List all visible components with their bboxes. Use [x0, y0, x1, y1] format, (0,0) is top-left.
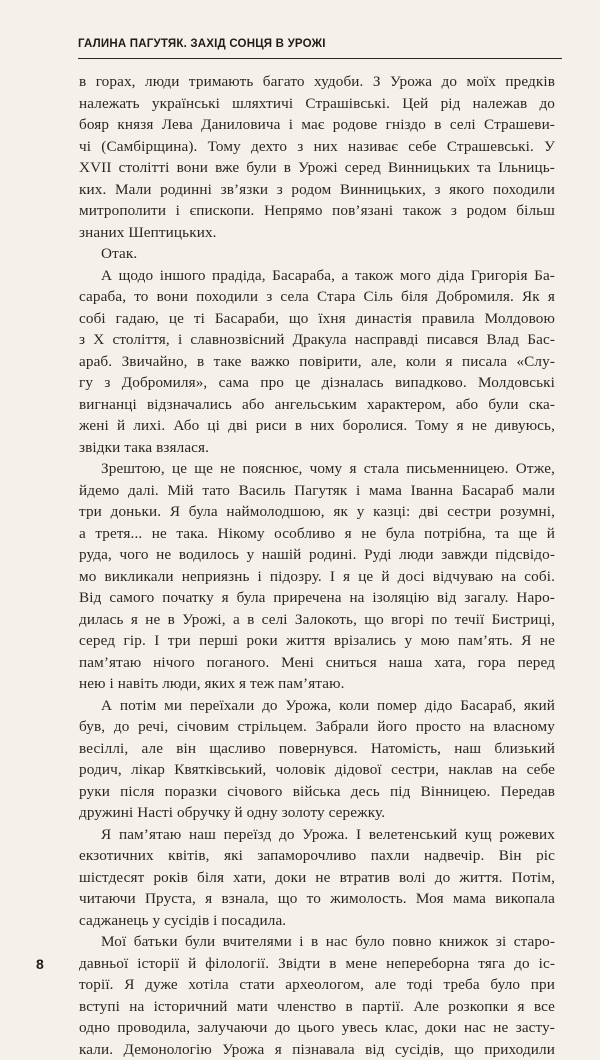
text-line: бояр князя Лева Даниловича і має родове гніздо в селі Страшеви-	[79, 114, 555, 136]
text-line: жені й лихі. Або ці дві риси в них боролися. Тому я не дивуюсь,	[79, 415, 555, 437]
text-line: Отак.	[79, 243, 555, 265]
body-text	[79, 71, 555, 1060]
text-line: читаючи Пруста, я взнала, що то жимолость. Моя мама викопала	[79, 888, 555, 910]
paragraph	[79, 71, 555, 243]
text-line: Зрештою, це ще не пояснює, чому я стала письменницею. Отже,	[79, 458, 555, 480]
text-line: Від самого початку я була приречена на ізоляцію від загалу. Наро-	[79, 587, 555, 609]
text-line: знаних Шептицьких.	[79, 222, 555, 244]
text-line: А щодо іншого прадіда, Басараба, а також мого діда Григорія Ба-	[79, 265, 555, 287]
text-line: нею і навіть люди, яких я теж пам’ятаю.	[79, 673, 555, 695]
header-rule	[78, 58, 562, 59]
text-line: Мої батьки були вчителями і в нас було повно книжок зі старо-	[79, 931, 555, 953]
paragraph	[79, 695, 555, 824]
paragraph	[79, 824, 555, 932]
text-line: кали. Демонологію Урожа я пізнавала від сусідів, що приходили	[79, 1039, 555, 1060]
text-line: дилась я не в Урожі, а в селі Залокоть, що вгорі по течії Бистриці,	[79, 609, 555, 631]
text-line: руки після поразки січового війська десь під Вінницею. Передав	[79, 781, 555, 803]
paragraph	[79, 458, 555, 695]
text-line: родич, лікар Квятківський, чоловік дідової сестри, наклав на себе	[79, 759, 555, 781]
text-line: звідки така взялася.	[79, 437, 555, 459]
text-line: саджанець у сусідів і посадила.	[79, 910, 555, 932]
text-line: йдемо далі. Мій тато Василь Пагутяк і мама Іванна Басараб мали	[79, 480, 555, 502]
text-line: екзотичних квітів, які запаморочливо пахли надвечір. Він ріс	[79, 845, 555, 867]
text-line: одно проводила, залучаючи до цього увесь клас, доки нас не засту-	[79, 1017, 555, 1039]
paragraph	[79, 243, 555, 265]
text-line: сараба, то вони походили з села Стара Сіль біля Добромиля. Як я	[79, 286, 555, 308]
running-header	[78, 38, 326, 50]
text-line: давньої історії й філології. Звідти в мене непереборна тяга до іс-	[79, 953, 555, 975]
text-line: вигнанці відзначались або ангельським характером, або були ска-	[79, 394, 555, 416]
text-line: чі (Самбірщина). Тому дехто з них називає себе Страшевські. У	[79, 136, 555, 158]
text-line: мо викликали неприязнь і підозру. І я це й досі відчуваю на собі.	[79, 566, 555, 588]
text-line: XVII столітті вони вже були в Урожі серед Винницьких та Ільниць-	[79, 157, 555, 179]
text-line: пам’ятаю нічого поганого. Мені сниться наша хата, гора перед	[79, 652, 555, 674]
text-line: ких. Мали родинні зв’язки з родом Винницьких, з якого походили	[79, 179, 555, 201]
text-line: А потім ми переїхали до Урожа, коли помер дідо Басараб, який	[79, 695, 555, 717]
text-line: Я пам’ятаю наш переїзд до Урожа. І велетенський кущ рожевих	[79, 824, 555, 846]
text-line: був, до речі, січовим стрільцем. Забрали його просто на власному	[79, 716, 555, 738]
text-line: а третя... не така. Нікому особливо я не була потрібна, та ще й	[79, 523, 555, 545]
text-line: весіллі, але він щасливо повернувся. Натомість, наш близький	[79, 738, 555, 760]
text-line: належать українські шляхтичі Страшівські. Цей рід належав до	[79, 93, 555, 115]
text-line: серед гір. І три перші роки життя врізались у мою пам’ять. Я не	[79, 630, 555, 652]
running-title: ГАЛИНА ПАГУТЯК. ЗАХІД СОНЦЯ В УРОЖІ	[78, 38, 326, 50]
page-number: 8	[36, 956, 44, 972]
text-line: араб. Звичайно, в таке важко повірити, але, коли я писала «Слу-	[79, 351, 555, 373]
text-line: руда, чого не водилось у нашій родині. Руді люди завжди підсвідо-	[79, 544, 555, 566]
text-line: вступі на історичний мати членство в партії. Але розкопки я все	[79, 996, 555, 1018]
text-line: з X століття, і славнозвісний Дракула насправді писався Влад Бас-	[79, 329, 555, 351]
text-line: собі гадаю, це ті Басараби, що їхня династія правила Молдовою	[79, 308, 555, 330]
text-line: в горах, люди тримають багато худоби. З Урожа до моїх предків	[79, 71, 555, 93]
text-line: шістдесят років біля хати, доки не втратив волі до життя. Потім,	[79, 867, 555, 889]
text-line: гу з Добромиля», сама про це дізналась випадково. Молдовські	[79, 372, 555, 394]
text-line: митрополити і єпископи. Непрямо пов’язані також з родом більш	[79, 200, 555, 222]
text-line: три доньки. Я була наймолодшою, як у казці: дві сестри розумні,	[79, 501, 555, 523]
text-line: торії. Я дуже хотіла стати археологом, але тоді треба було при	[79, 974, 555, 996]
paragraph	[79, 265, 555, 459]
paragraph	[79, 931, 555, 1060]
text-line: дружині Насті обручку й одну золоту сережку.	[79, 802, 555, 824]
